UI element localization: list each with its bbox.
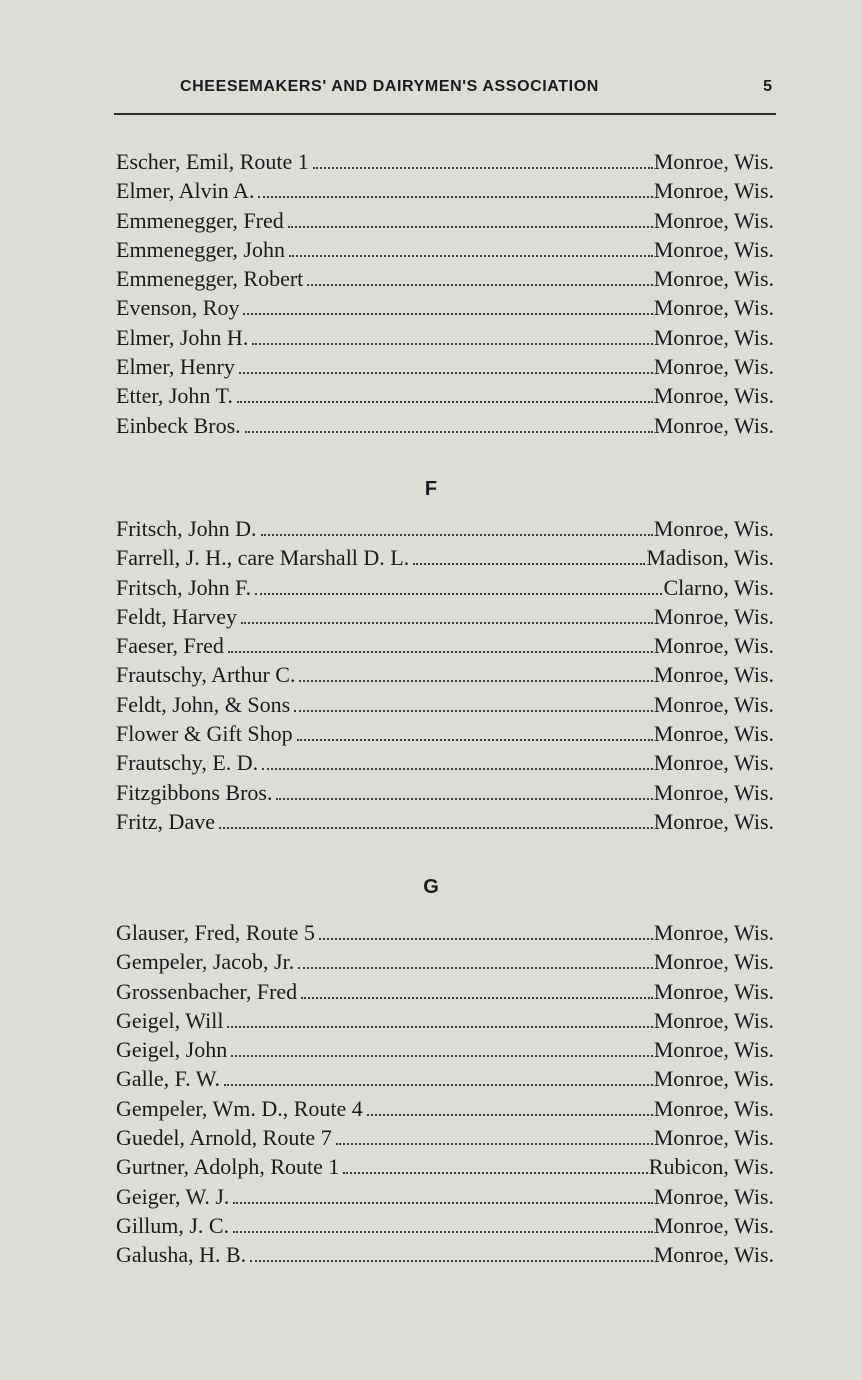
- entry-location: Monroe, Wis.: [653, 1212, 774, 1238]
- dot-leader: [288, 226, 653, 228]
- entry-name: Elmer, Alvin A.: [116, 178, 255, 204]
- entry-name: Fritsch, John D.: [116, 516, 257, 541]
- entry-location: Monroe, Wis.: [653, 978, 774, 1004]
- entry-name: Gillum, J. C.: [116, 1212, 230, 1238]
- dot-leader: [299, 680, 652, 682]
- dot-leader: [224, 1084, 653, 1086]
- entry-name: Gempeler, Wm. D., Route 4: [116, 1095, 363, 1121]
- dot-leader: [239, 372, 653, 374]
- entry-name: Grossenbacher, Fred: [116, 978, 298, 1004]
- dot-leader: [289, 255, 653, 257]
- dot-leader: [228, 651, 653, 653]
- directory-entry: [116, 323, 774, 352]
- entry-name: Flower & Gift Shop: [116, 721, 293, 747]
- directory-entry: [116, 1152, 774, 1181]
- dot-leader: [301, 997, 653, 999]
- entry-location: Monroe, Wis.: [653, 1066, 774, 1092]
- entry-name: Elmer, Henry: [116, 354, 235, 380]
- entry-location: Monroe, Wis.: [653, 236, 774, 262]
- entry-location: Monroe, Wis.: [653, 779, 774, 805]
- dot-leader: [231, 1055, 652, 1057]
- entry-location: Monroe, Wis.: [653, 149, 774, 174]
- entry-location: Monroe, Wis.: [653, 691, 774, 717]
- directory-entry: [116, 690, 774, 719]
- directory-entry: [116, 660, 774, 689]
- directory-entry: [116, 719, 774, 748]
- entry-name: Frautschy, E. D.: [116, 750, 259, 776]
- entry-name: Fitzgibbons Bros.: [116, 779, 273, 805]
- entry-location: Monroe, Wis.: [653, 178, 774, 204]
- entry-location: Monroe, Wis.: [653, 920, 774, 945]
- directory-entry: [116, 206, 774, 235]
- entry-name: Emmenegger, Robert: [116, 266, 304, 292]
- directory-entry: [116, 514, 774, 543]
- dot-leader: [258, 196, 652, 198]
- directory-entry: [116, 264, 774, 293]
- section-letter-f: F: [424, 478, 438, 500]
- running-header-title: CHEESEMAKERS' AND DAIRYMEN'S ASSOCIATION: [180, 78, 599, 95]
- dot-leader: [233, 1231, 653, 1233]
- dot-leader: [262, 768, 653, 770]
- directory-entry: [116, 977, 774, 1006]
- dot-leader: [336, 1143, 653, 1145]
- dot-leader: [276, 798, 652, 800]
- dot-leader: [343, 1172, 647, 1174]
- entry-location: Monroe, Wis.: [653, 1037, 774, 1063]
- entry-location: Monroe, Wis.: [653, 662, 774, 688]
- entry-name: Einbeck Bros.: [116, 412, 241, 438]
- entry-location: Monroe, Wis.: [653, 1095, 774, 1121]
- directory-entry: [116, 918, 774, 947]
- entry-location: Monroe, Wis.: [653, 721, 774, 747]
- entry-name: Frautschy, Arthur C.: [116, 662, 296, 688]
- dot-leader: [237, 401, 653, 403]
- directory-entry: [116, 352, 774, 381]
- entry-name: Faeser, Fred: [116, 633, 224, 659]
- dot-leader: [313, 167, 653, 169]
- directory-entry: [116, 1035, 774, 1064]
- entry-name: Guedel, Arnold, Route 7: [116, 1125, 332, 1151]
- dot-leader: [252, 343, 652, 345]
- entry-name: Emmenegger, John: [116, 236, 285, 262]
- dot-leader: [261, 534, 653, 536]
- entry-location: Monroe, Wis.: [653, 1007, 774, 1033]
- dot-leader: [241, 622, 653, 624]
- entry-name: Evenson, Roy: [116, 295, 240, 321]
- dot-leader: [219, 827, 653, 829]
- entry-location: Monroe, Wis.: [653, 207, 774, 233]
- dot-leader: [307, 284, 652, 286]
- entry-name: Geigel, Will: [116, 1007, 224, 1033]
- directory-section-g: [116, 918, 774, 1270]
- dot-leader: [245, 431, 653, 433]
- entry-location: Madison, Wis.: [646, 545, 774, 571]
- entry-location: Monroe, Wis.: [653, 603, 774, 629]
- directory-entry: [116, 947, 774, 976]
- directory-entry: [116, 381, 774, 410]
- directory-entry: [116, 1211, 774, 1240]
- page-number: 5: [763, 78, 772, 95]
- directory-entry: [116, 1240, 774, 1269]
- directory-entry: [116, 631, 774, 660]
- entry-name: Gurtner, Adolph, Route 1: [116, 1154, 340, 1180]
- entry-name: Etter, John T.: [116, 383, 233, 409]
- entry-name: Emmenegger, Fred: [116, 207, 284, 233]
- entry-name: Geigel, John: [116, 1037, 228, 1063]
- directory-entry: [116, 293, 774, 322]
- entry-location: Monroe, Wis.: [653, 1125, 774, 1151]
- entry-location: Rubicon, Wis.: [648, 1154, 774, 1180]
- directory-entry: [116, 176, 774, 205]
- entry-name: Feldt, Harvey: [116, 603, 237, 629]
- directory-entry: [116, 1006, 774, 1035]
- entry-location: Monroe, Wis.: [653, 750, 774, 776]
- dot-leader: [413, 563, 645, 565]
- directory-entry: [116, 748, 774, 777]
- entry-location: Monroe, Wis.: [653, 383, 774, 409]
- directory-entry: [116, 235, 774, 264]
- entry-location: Monroe, Wis.: [653, 295, 774, 321]
- entry-name: Galle, F. W.: [116, 1066, 220, 1092]
- entry-location: Monroe, Wis.: [653, 808, 774, 834]
- entry-location: Monroe, Wis.: [653, 266, 774, 292]
- dot-leader: [319, 938, 653, 940]
- entry-location: Monroe, Wis.: [653, 324, 774, 350]
- directory-entry: [116, 807, 774, 836]
- entry-name: Fritsch, John F.: [116, 574, 252, 600]
- directory-entry: [116, 1182, 774, 1211]
- entry-name: Galusha, H. B.: [116, 1242, 247, 1268]
- entry-name: Fritz, Dave: [116, 808, 215, 834]
- running-header: [114, 78, 776, 102]
- entry-name: Gempeler, Jacob, Jr.: [116, 949, 295, 975]
- directory-entry: [116, 602, 774, 631]
- header-rule: [114, 113, 776, 115]
- entry-name: Glauser, Fred, Route 5: [116, 920, 315, 945]
- entry-location: Monroe, Wis.: [653, 412, 774, 438]
- dot-leader: [255, 593, 662, 595]
- entry-location: Clarno, Wis.: [663, 574, 774, 600]
- entry-name: Elmer, John H.: [116, 324, 249, 350]
- directory-entry: [116, 778, 774, 807]
- directory-section-f: [116, 514, 774, 836]
- entry-name: Farrell, J. H., care Marshall D. L.: [116, 545, 410, 571]
- entry-location: Monroe, Wis.: [653, 516, 774, 541]
- entry-location: Monroe, Wis.: [653, 1242, 774, 1268]
- dot-leader: [294, 710, 652, 712]
- dot-leader: [233, 1202, 652, 1204]
- dot-leader: [250, 1260, 653, 1262]
- dot-leader: [297, 739, 653, 741]
- directory-entry: [116, 147, 774, 176]
- entry-location: Monroe, Wis.: [653, 1183, 774, 1209]
- directory-entry: [116, 1094, 774, 1123]
- directory-section-e: [116, 147, 774, 440]
- dot-leader: [227, 1026, 652, 1028]
- directory-entry: [116, 543, 774, 572]
- directory-entry: [116, 573, 774, 602]
- entry-location: Monroe, Wis.: [653, 633, 774, 659]
- entry-name: Geiger, W. J.: [116, 1183, 230, 1209]
- dot-leader: [298, 967, 653, 969]
- dot-leader: [243, 313, 652, 315]
- entry-location: Monroe, Wis.: [653, 354, 774, 380]
- entry-location: Monroe, Wis.: [653, 949, 774, 975]
- entry-name: Escher, Emil, Route 1: [116, 149, 309, 174]
- dot-leader: [367, 1114, 653, 1116]
- directory-entry: [116, 411, 774, 440]
- entry-name: Feldt, John, & Sons: [116, 691, 291, 717]
- directory-entry: [116, 1064, 774, 1093]
- section-letter-g: G: [423, 876, 439, 898]
- directory-entry: [116, 1123, 774, 1152]
